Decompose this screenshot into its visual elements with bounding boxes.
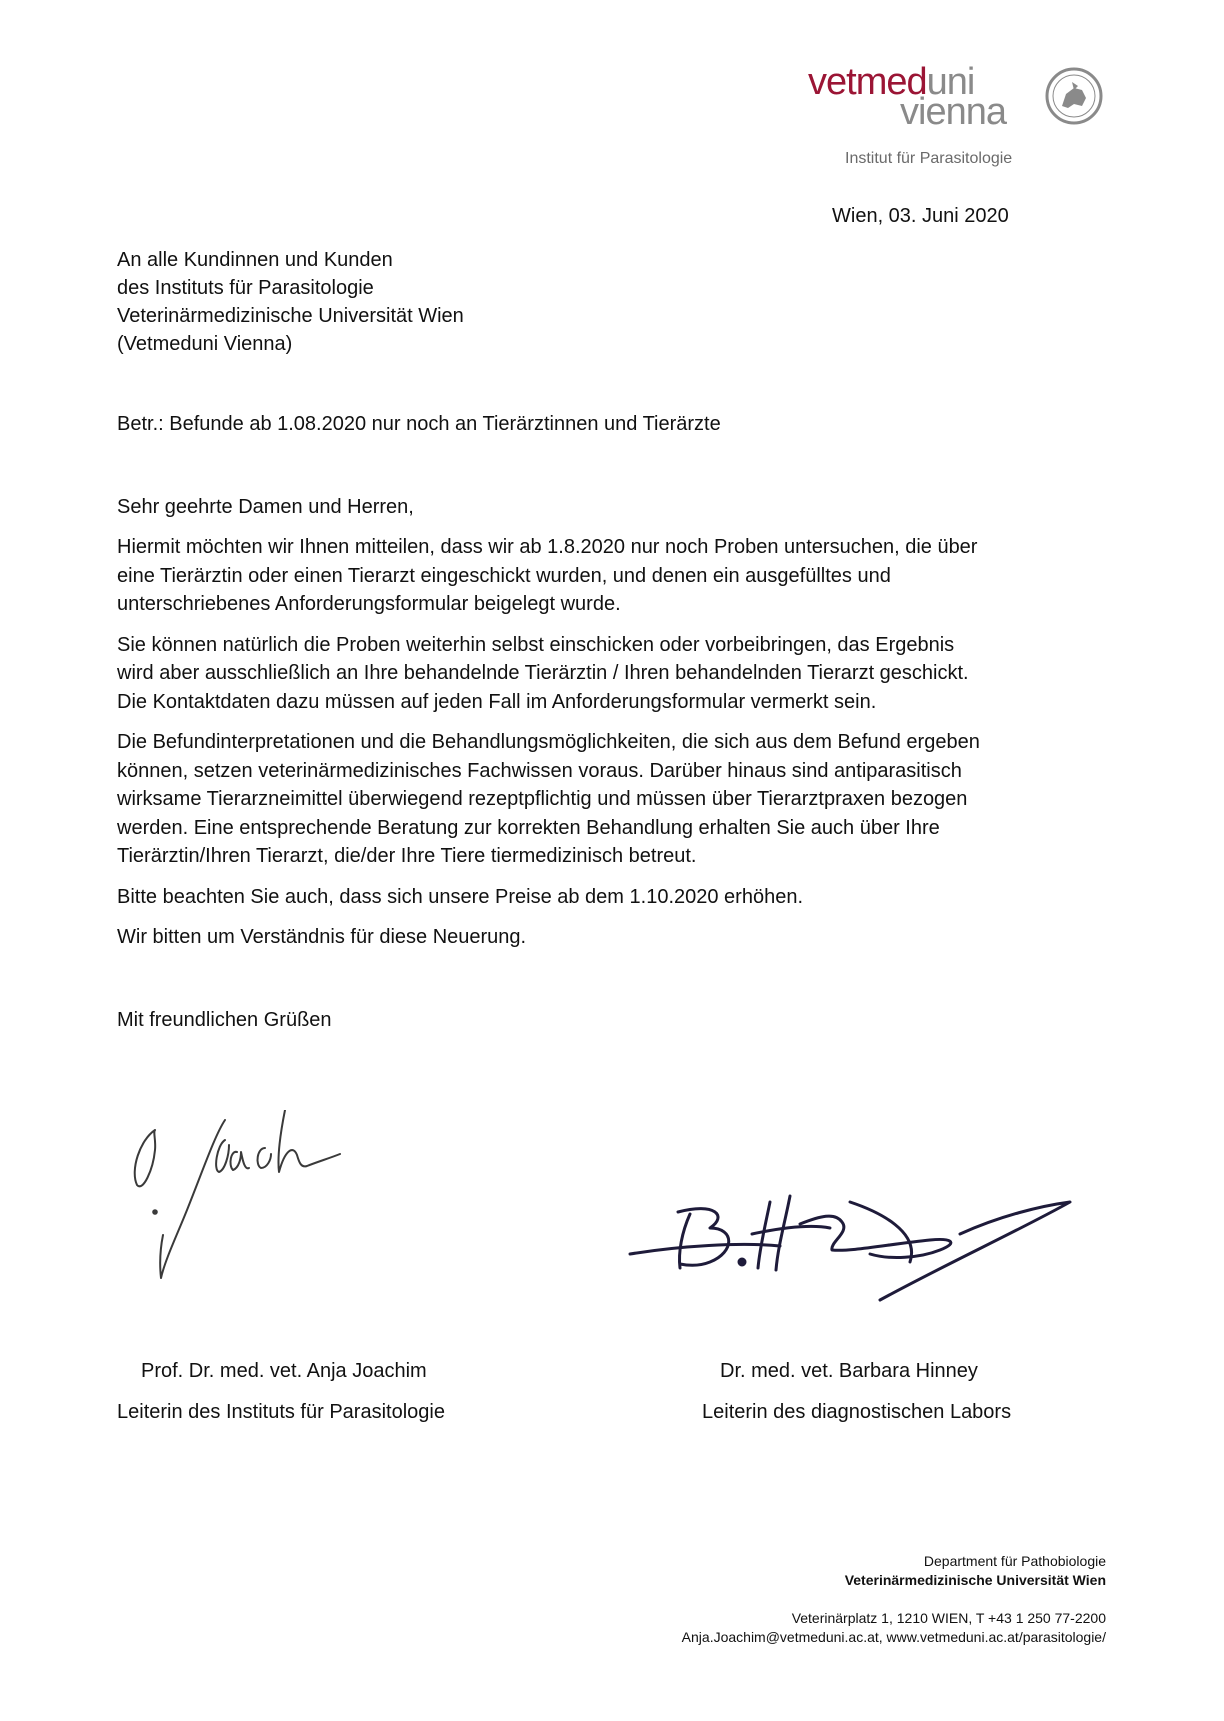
letter-body bbox=[117, 533, 1117, 964]
body-line: wird aber ausschließlich an Ihre behandelnde Tierärztin / Ihren behandelnden Tierarzt geschickt. bbox=[117, 662, 969, 684]
footer-address: Veterinärplatz 1, 1210 WIEN, T +43 1 250 77-2200 bbox=[791, 1610, 1106, 1626]
paragraph bbox=[117, 883, 1117, 912]
logo-vienna: vienna bbox=[900, 91, 1006, 133]
body-line: Bitte beachten Sie auch, dass sich unsere Preise ab dem 1.10.2020 erhöhen. bbox=[117, 885, 804, 908]
university-seal-icon bbox=[1044, 66, 1104, 126]
body-line: Hiermit möchten wir Ihnen mitteilen, dass wir ab 1.8.2020 nur noch Proben untersuchen, die über bbox=[117, 536, 978, 558]
address-line: (Vetmeduni Vienna) bbox=[117, 333, 293, 355]
recipient-address bbox=[117, 246, 464, 358]
body-line: Die Kontaktdaten dazu müssen auf jeden Fall im Anforderungsformular vermerkt sein. bbox=[117, 690, 877, 713]
letter-date: Wien, 03. Juni 2020 bbox=[832, 205, 1009, 227]
address-line: Veterinärmedizinische Universität Wien bbox=[117, 305, 464, 327]
signature-joachim bbox=[125, 1110, 385, 1290]
signer-name: Prof. Dr. med. vet. Anja Joachim bbox=[141, 1360, 427, 1382]
paragraph bbox=[117, 533, 1117, 619]
salutation: Sehr geehrte Damen und Herren, bbox=[117, 496, 414, 518]
closing: Mit freundlichen Grüßen bbox=[117, 1009, 332, 1031]
body-line: wirksame Tierarzneimittel überwiegend rezeptpflichtig und müssen über Tierarztpraxen bezogen bbox=[117, 788, 968, 810]
signer-role: Leiterin des diagnostischen Labors bbox=[702, 1401, 1012, 1423]
body-line: können, setzen veterinärmedizinisches Fachwissen voraus. Darüber hinaus sind antiparasitisch bbox=[117, 759, 962, 782]
body-line: unterschriebenes Anforderungsformular beigelegt wurde. bbox=[117, 593, 621, 615]
address-line: An alle Kundinnen und Kunden bbox=[117, 249, 393, 271]
signature-hinney bbox=[620, 1172, 1080, 1302]
logo-uni: uni bbox=[926, 61, 975, 103]
institute-name: Institut für Parasitologie bbox=[845, 150, 1013, 167]
address-line: des Instituts für Parasitologie bbox=[117, 277, 374, 299]
body-line: Sie können natürlich die Proben weiterhin selbst einschicken oder vorbeibringen, das Ergebnis bbox=[117, 633, 955, 656]
body-line: eine Tierärztin oder einen Tierarzt eingeschickt wurden, und denen ein ausgefülltes und bbox=[117, 564, 891, 587]
paragraph bbox=[117, 631, 1117, 717]
signer-name: Dr. med. vet. Barbara Hinney bbox=[720, 1360, 978, 1382]
footer-department: Department für Pathobiologie bbox=[923, 1553, 1106, 1569]
signer-role: Leiterin des Instituts für Parasitologie bbox=[117, 1401, 445, 1423]
body-line: Tierärztin/Ihren Tierarzt, die/der Ihre Tiere tiermedizinisch betreut. bbox=[117, 845, 697, 867]
paragraph bbox=[117, 728, 1117, 871]
footer-university: Veterinärmedizinische Universität Wien bbox=[844, 1572, 1106, 1588]
body-line: Die Befundinterpretationen und die Behandlungsmöglichkeiten, die sich aus dem Befund ergeben bbox=[117, 731, 980, 753]
paragraph bbox=[117, 923, 1117, 952]
subject-line: Betr.: Befunde ab 1.08.2020 nur noch an Tierärztinnen und Tierärzte bbox=[117, 413, 721, 435]
footer-contact: Anja.Joachim@vetmeduni.ac.at, www.vetmeduni.ac.at/parasitologie/ bbox=[681, 1629, 1106, 1645]
body-line: Wir bitten um Verständnis für diese Neuerung. bbox=[117, 926, 527, 948]
body-line: werden. Eine entsprechende Beratung zur korrekten Behandlung erhalten Sie auch über Ihre bbox=[117, 816, 940, 839]
logo bbox=[808, 62, 1108, 132]
logo-vetmed: vetmed bbox=[808, 61, 927, 103]
